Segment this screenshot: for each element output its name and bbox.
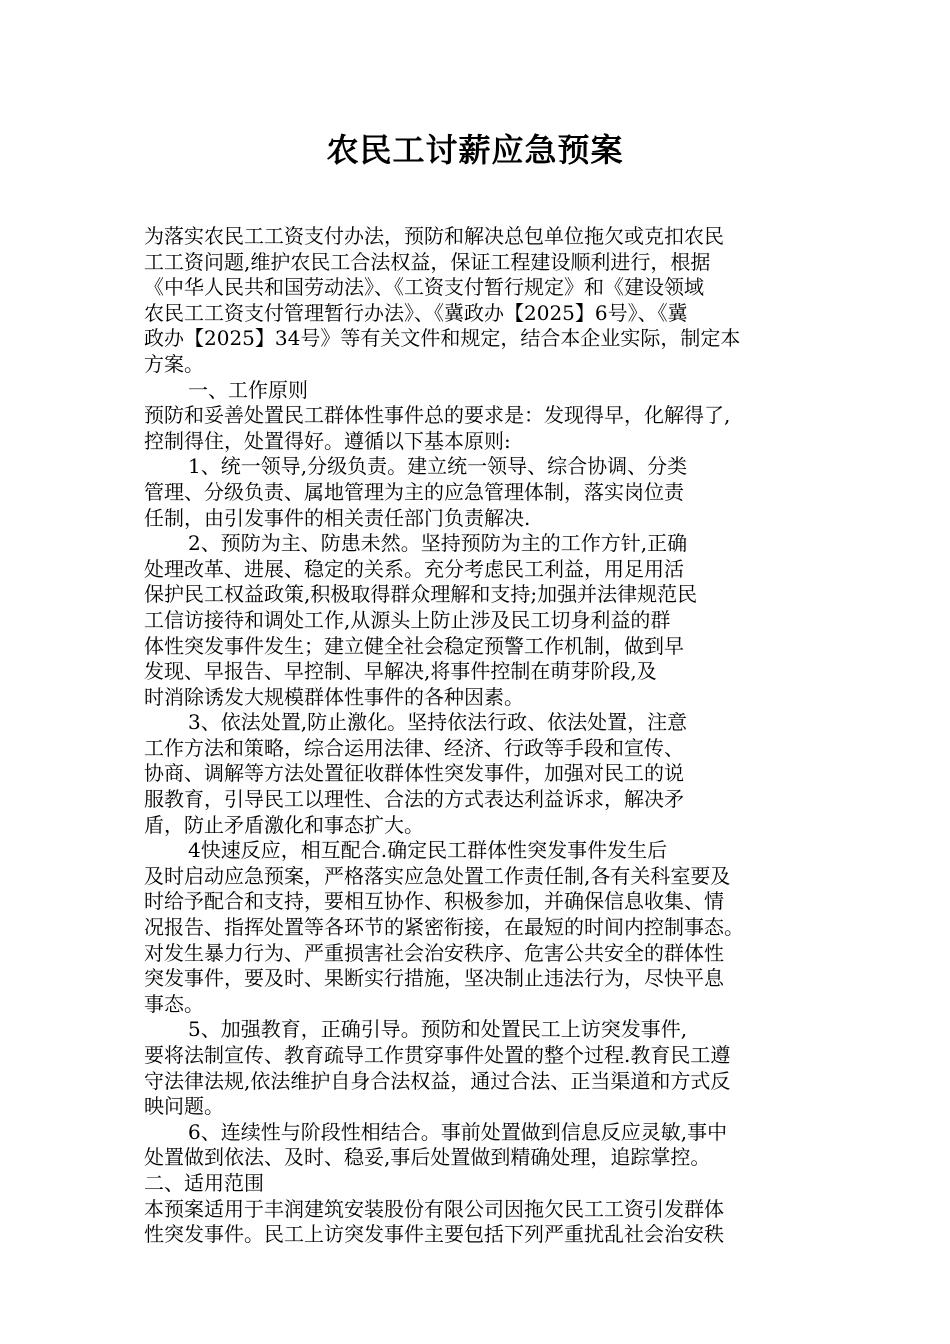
paragraph-line: 二、适用范围 — [144, 1170, 264, 1195]
paragraph-line: 工工资问题,维护农民工合法权益，保证工程建设顺利进行，根据 — [144, 249, 711, 274]
paragraph-line: 工作方法和策略，综合运用法律、经济、行政等手段和宣传、 — [144, 735, 684, 760]
paragraph-line: 一、工作原则 — [188, 377, 308, 402]
paragraph-line: 4快速反应，相互配合.确定民工群体性突发事件发生后 — [188, 838, 668, 863]
paragraph-line: 2、预防为主、防患未然。坚持预防为主的工作方针,正确 — [188, 531, 688, 556]
paragraph-line: 5、加强教育，正确引导。预防和处置民工上访突发事件, — [188, 1017, 688, 1042]
paragraph-line: 农民工工资支付管理暂行办法》、《冀政办【2025】6号》、《冀 — [144, 300, 688, 325]
paragraph-line: 方案。 — [144, 351, 204, 376]
paragraph-line: 盾，防止矛盾激化和事态扩大。 — [144, 812, 424, 837]
paragraph-line: 况报告、指挥处置等各环节的紧密衔接，在最短的时间内控制事态。 — [144, 915, 744, 940]
paragraph-line: 政办【2025】34号》等有关文件和规定，结合本企业实际，制定本 — [144, 326, 741, 351]
paragraph-line: 发现、早报告、早控制、早解决,将事件控制在萌芽阶段,及 — [144, 659, 657, 684]
paragraph-line: 服教育，引导民工以理性、合法的方式表达利益诉求，解决矛 — [144, 787, 684, 812]
paragraph-line: 要将法制宣传、教育疏导工作贯穿事件处置的整个过程.教育民工遵 — [144, 1043, 731, 1067]
paragraph-line: 守法律法规,依法维护自身合法权益，通过合法、正当渠道和方式反 — [144, 1068, 731, 1093]
paragraph-line: 本预案适用于丰润建筑安装股份有限公司因拖欠民工工资引发群体 — [144, 1196, 724, 1221]
paragraph-line: 对发生暴力行为、严重损害社会治安秩序、危害公共安全的群体性 — [144, 940, 724, 965]
document-body — [144, 224, 824, 1248]
paragraph-line: 突发事件，要及时、果断实行措施，坚决制止违法行为，尽快平息 — [144, 966, 724, 991]
paragraph-line: 体性突发事件发生；建立健全社会稳定预警工作机制，做到早 — [144, 633, 684, 658]
paragraph-line: 6、连续性与阶段性相结合。事前处置做到信息反应灵敏,事中 — [188, 1119, 728, 1144]
paragraph-line: 工信访接待和调处工作,从源头上防止涉及民工切身利益的群 — [144, 607, 671, 632]
document-title: 农民工讨薪应急预案 — [326, 131, 624, 169]
paragraph-line: 《中华人民共和国劳动法》、《工资支付暂行规定》和《建设领域 — [144, 275, 704, 300]
paragraph-line: 事态。 — [144, 991, 204, 1016]
paragraph-line: 处理改革、进展、稳定的关系。充分考虑民工利益，用足用活 — [144, 556, 684, 581]
paragraph-line: 映问题。 — [144, 1094, 224, 1119]
paragraph-line: 协商、调解等方法处置征收群体性突发事件，加强对民工的说 — [144, 761, 684, 786]
paragraph-line: 处置做到依法、及时、稳妥,事后处置做到精确处理，追踪掌控。 — [144, 1145, 711, 1170]
paragraph-line: 为落实农民工工资支付办法，预防和解决总包单位拖欠或克扣农民 — [144, 224, 724, 248]
paragraph-line: 性突发事件。民工上访突发事件主要包括下列严重扰乱社会治安秩 — [144, 1222, 724, 1247]
paragraph-line: 及时启动应急预案，严格落实应急处置工作责任制,各有关科室要及 — [144, 863, 731, 888]
paragraph-line: 保护民工权益政策,积极取得群众理解和支持;加强并法律规范民 — [144, 582, 698, 607]
paragraph-line: 时消除诱发大规模群体性事件的各种因素。 — [144, 684, 524, 709]
paragraph-line: 1、统一领导,分级负责。建立统一领导、综合协调、分类 — [188, 454, 688, 479]
paragraph-line: 管理、分级负责、属地管理为主的应急管理体制，落实岗位责 — [144, 479, 684, 504]
paragraph-line: 控制得住，处置得好。遵循以下基本原则: — [144, 428, 511, 453]
paragraph-line: 任制，由引发事件的相关责任部门负责解决. — [144, 505, 531, 530]
paragraph-line: 预防和妥善处置民工群体性事件总的要求是：发现得早，化解得了, — [144, 403, 731, 428]
paragraph-line: 3、依法处置,防止激化。坚持依法行政、依法处置，注意 — [188, 710, 688, 735]
paragraph-line: 时给予配合和支持，要相互协作、积极参加，并确保信息收集、情 — [144, 889, 724, 914]
